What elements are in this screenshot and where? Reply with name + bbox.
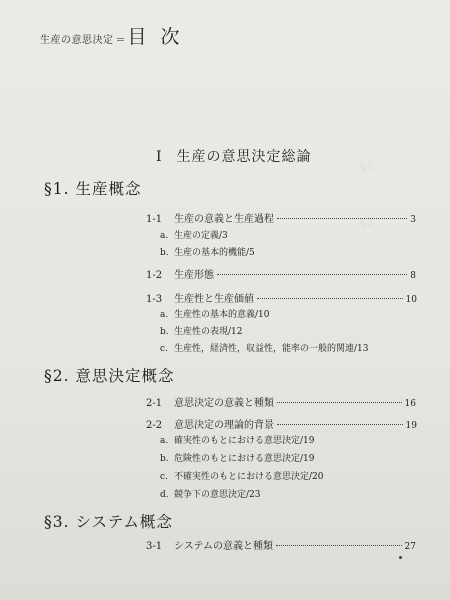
toc-entry[interactable] [146,210,416,225]
subentry-mark: a. [160,310,169,320]
toc-subentry[interactable] [160,487,261,500]
entry-page: 27 [404,542,416,552]
section-heading: §1. 生産概念 [44,180,142,198]
toc-subentry[interactable] [160,307,270,320]
subentry-text: 生産の基本的機能/5 [174,248,255,258]
toc-subentry[interactable] [160,341,369,354]
show-through: §2. [360,216,379,229]
leader-dots [277,424,403,425]
toc-subentry[interactable] [160,433,315,446]
toc-header [40,22,194,49]
entry-page: 3 [410,215,416,225]
leader-dots [217,274,407,275]
subentry-text: 生産性，経済性，収益性，能率の一般的関連/13 [174,344,369,354]
entry-number: 2-1 [146,398,163,409]
entry-title: 生産の意義と生産過程 [174,214,274,225]
part-title: 生産の意思決定総論 [176,149,312,165]
header-separator: ＝ [115,35,126,46]
subentry-mark: b. [160,454,169,464]
subentry-mark: b. [160,248,169,258]
subentry-text: 生産の定義/3 [174,231,228,241]
entry-number: 1-3 [146,294,163,305]
toc-entry[interactable] [146,394,416,409]
entry-page: 10 [405,295,417,305]
subentry-mark: b. [160,327,169,337]
subentry-text: 競争下の意思決定/23 [174,490,261,500]
toc-subentry[interactable] [160,324,243,337]
entry-page: 16 [404,399,416,409]
book-title: 生産の意思決定 [40,35,114,46]
leader-dots [276,545,402,546]
subentry-mark: c. [160,472,168,482]
entry-title: 意思決定の理論的背景 [174,420,274,431]
show-through: §1. [360,160,379,173]
subentry-text: 生産性の表現/12 [174,327,243,337]
leader-dots [277,402,402,403]
subentry-mark: a. [160,436,169,446]
subentry-text: 生産性の基本的意義/10 [174,310,270,320]
leader-dots [257,298,403,299]
toc-entry[interactable] [146,290,417,305]
entry-number: 1-2 [146,270,163,281]
entry-title: 意思決定の意義と種類 [174,398,274,409]
toc-subentry[interactable] [160,228,228,241]
subentry-mark: d. [160,490,169,500]
entry-title: 生産性と生産価値 [174,294,254,305]
toc-entry[interactable] [146,416,417,431]
section-heading: §3. システム概念 [44,513,173,531]
leader-dots [277,218,407,219]
entry-page: 8 [410,271,416,281]
toc-subentry[interactable] [160,451,315,464]
page-mark [399,556,402,559]
part-number: I [156,149,163,165]
subentry-mark: a. [160,231,169,241]
toc-entry[interactable] [146,266,416,281]
subentry-text: 危険性のもとにおける意思決定/19 [174,454,315,464]
subentry-text: 確実性のもとにおける意思決定/19 [174,436,315,446]
entry-page: 19 [405,421,417,431]
entry-number: 2-2 [146,420,163,431]
toc-subentry[interactable] [160,469,324,482]
entry-number: 3-1 [146,541,163,552]
toc-heading: 目次 [127,26,194,48]
entry-title: 生産形態 [174,270,214,281]
subentry-text: 不確実性のもとにおける意思決定/20 [174,472,324,482]
subentry-mark: c. [160,344,168,354]
section-heading: §2. 意思決定概念 [44,367,175,385]
entry-title: システムの意義と種類 [174,541,273,552]
toc-entry[interactable] [146,537,416,552]
entry-number: 1-1 [146,214,163,225]
toc-subentry[interactable] [160,245,255,258]
part-heading [156,146,312,166]
